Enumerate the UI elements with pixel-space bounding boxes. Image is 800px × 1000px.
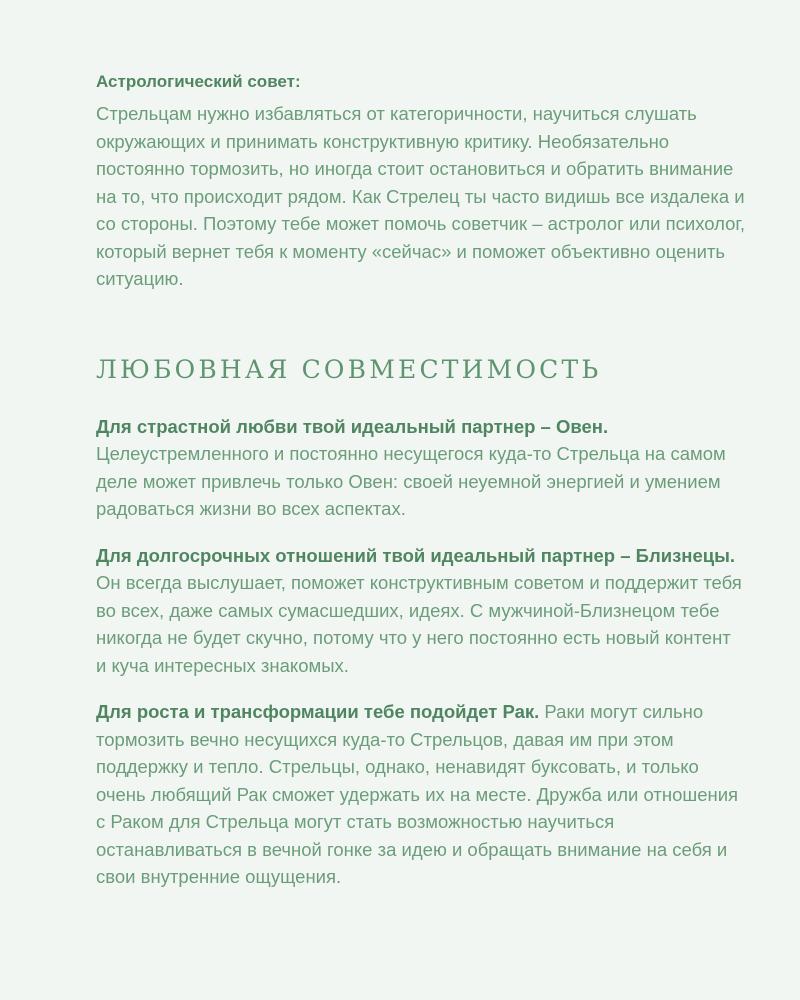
paragraph-body: Раки могут сильно тормозить вечно несущихся куда-то Стрельцов, давая им при этом поддержку и тепло. Стрельцы, однако, ненавидят буксовать, и только очень любящий Рак сможет удержать их на месте. Дружба или отношения с Раком для Стрельца могут стать возможностью научиться останавливаться в вечной гонке за идею и обращать внимание на себя и свои внутренние ощущения.: [96, 701, 739, 887]
compatibility-paragraph-cancer: [96, 698, 746, 891]
compatibility-paragraph-gemini: [96, 542, 746, 680]
advice-heading: Астрологический совет:: [96, 72, 301, 91]
paragraph-lead: Для роста и трансформации тебе подойдет Рак.: [96, 701, 540, 722]
paragraph-lead: Для долгосрочных отношений твой идеальный партнер – Близнецы.: [96, 544, 736, 566]
paragraph-lead: Для страстной любви твой идеальный партнер – Овен.: [96, 415, 609, 437]
paragraph-body: Целеустремленного и постоянно несущегося куда-то Стрельца на самом деле может привлечь только Овен: своей неуемной энергией и умением радоваться жизни во всех аспектах.: [96, 443, 726, 519]
paragraph-body: Он всегда выслушает, поможет конструктивным советом и поддержит тебя во всех, даже самых сумасшедших, идеях. С мужчиной-Близнецом тебе никогда не будет скучно, потому что у него постоянно есть новый контент и куча интересных знакомых.: [96, 572, 742, 676]
advice-text: Стрельцам нужно избавляться от категоричности, научиться слушать окружающих и принимать конструктивную критику. Необязательно постоянно тормозить, но иногда стоит остановиться и обратить внимание на то, что происходит рядом. Как Стрелец ты часто видишь все издалека и со стороны. Поэтому тебе может помочь советчик – астролог или психолог, который вернет тебя к моменту «сейчас» и поможет объективно оценить ситуацию.: [96, 103, 746, 289]
section-title: ЛЮБОВНАЯ СОВМЕСТИМОСТЬ: [96, 354, 602, 384]
page-content: [96, 70, 746, 910]
compatibility-paragraph-aries: [96, 413, 746, 523]
